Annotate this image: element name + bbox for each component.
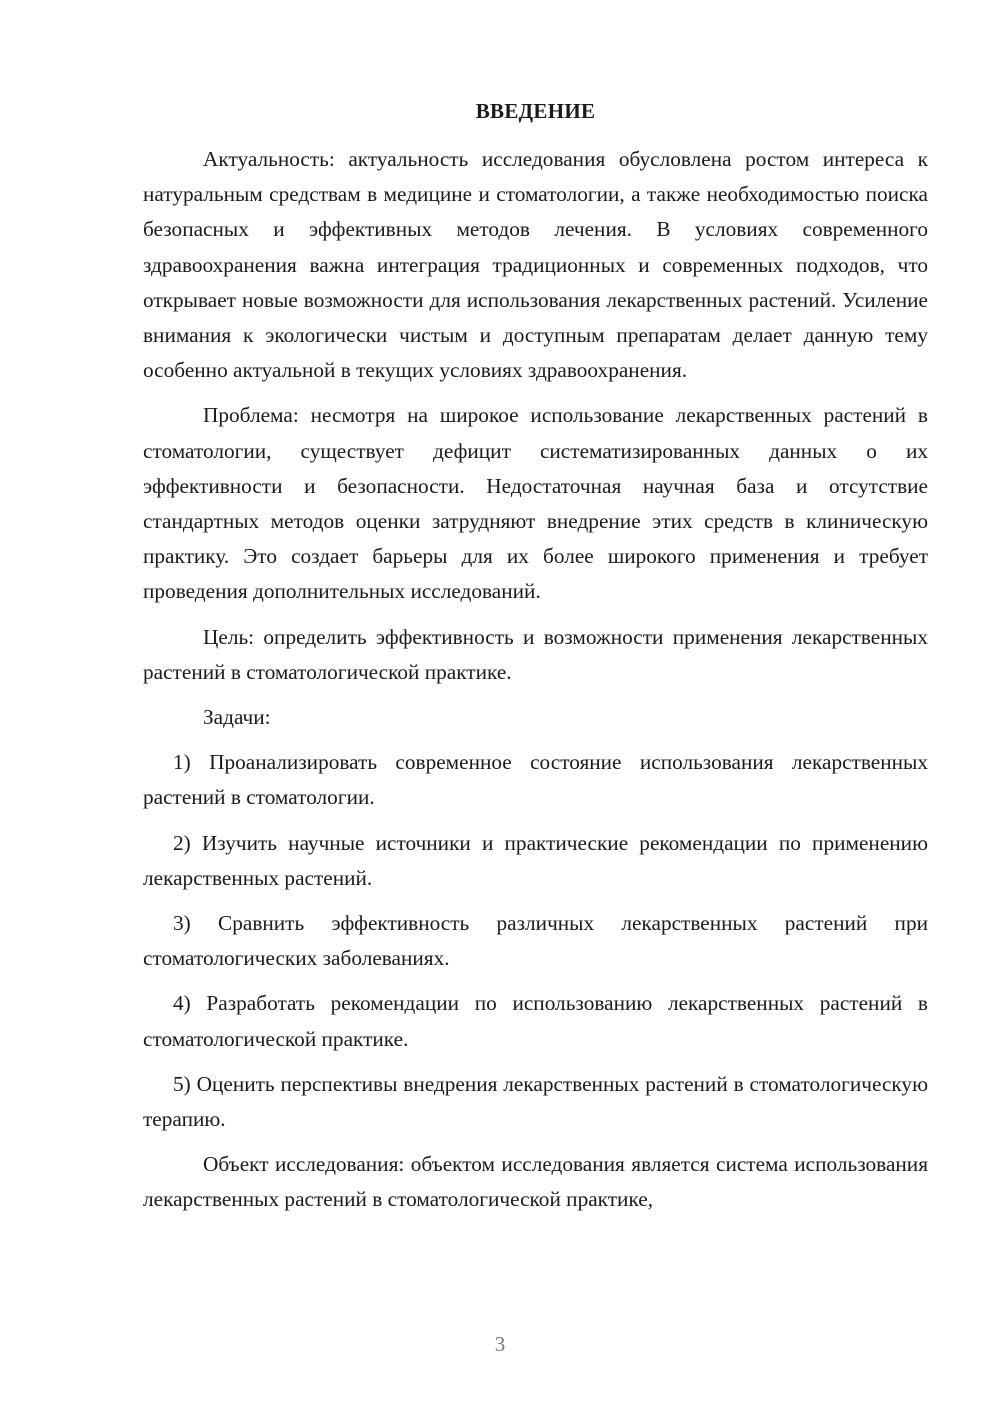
task-item-3: 3) Сравнить эффективность различных лекарственных растений при стоматологических заболеваниях.	[143, 911, 928, 971]
paragraph-object: Объект исследования: объектом исследования является система использования лекарственных растений в стоматологической практике,	[143, 1152, 928, 1212]
task-item-1: 1) Проанализировать современное состояние использования лекарственных растений в стоматологии.	[143, 750, 928, 810]
task-item-2: 2) Изучить научные источники и практические рекомендации по применению лекарственных растений.	[143, 830, 928, 890]
document-body	[143, 142, 928, 1218]
section-heading: ВВЕДЕНИЕ	[475, 99, 596, 123]
task-item-5: 5) Оценить перспективы внедрения лекарственных растений в стоматологическую терапию.	[143, 1071, 928, 1132]
paragraph-relevance: Актуальность: актуальность исследования обусловлена ростом интереса к натуральным средствам в медицине и стоматологии, а также необходимостью поиска безопасных и эффективных методов лечения. В условиях современного здравоохранения важна интеграция традиционных и современных подходов, что открывает новые возможности для использования лекарственных растений. Усиление внимания к экологически чистым и доступным препаратам делает данную тему особенно актуальной в текущих условиях здравоохранения.	[143, 147, 928, 383]
page-number: 3	[494, 1332, 506, 1356]
task-item-4: 4) Разработать рекомендации по использованию лекарственных растений в стоматологической практике.	[143, 991, 928, 1051]
paragraph-tasks-label: Задачи:	[203, 705, 271, 730]
paragraph-goal: Цель: определить эффективность и возможности применения лекарственных растений в стоматологической практике.	[143, 624, 928, 684]
paragraph-problem: Проблема: несмотря на широкое использование лекарственных растений в стоматологии, существует дефицит систематизированных данных о их эффективности и безопасности. Недостаточная научная база и отсутствие стандартных методов оценки затрудняют внедрение этих средств в клиническую практику. Это создает барьеры для их более широкого применения и требует проведения дополнительных исследований.	[143, 403, 928, 604]
